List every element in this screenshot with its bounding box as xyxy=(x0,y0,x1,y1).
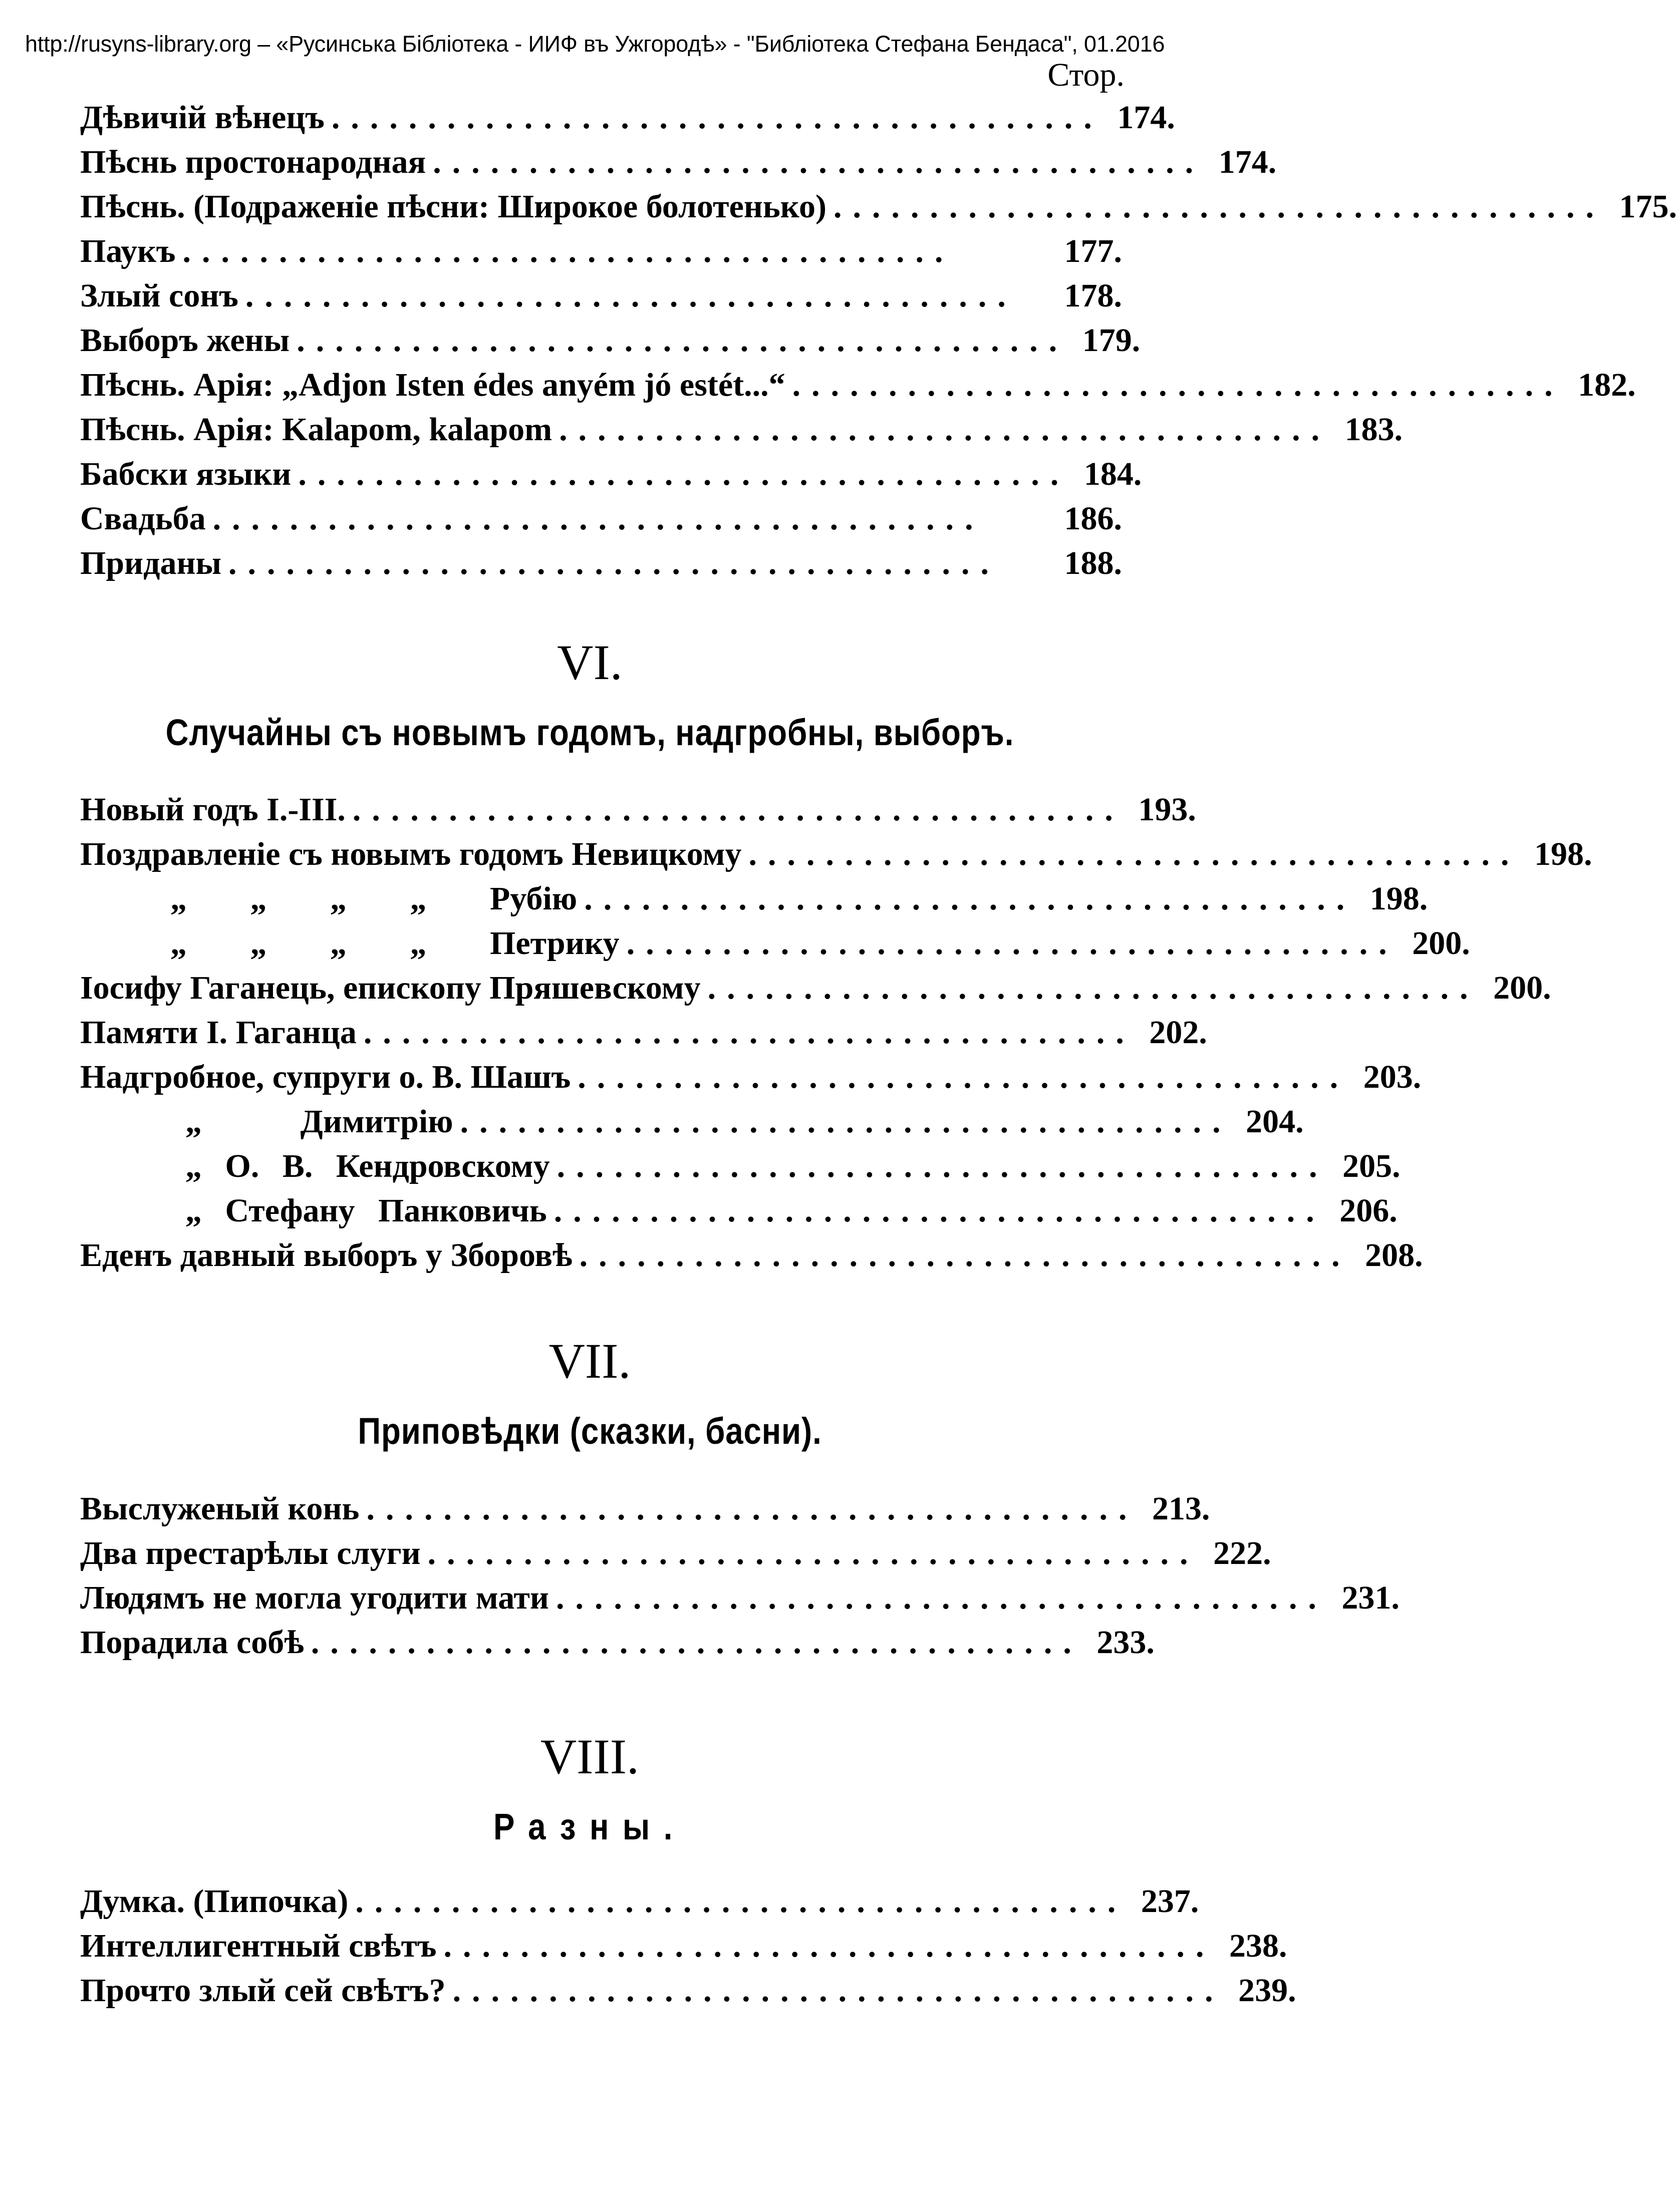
toc-entry xyxy=(80,95,1175,140)
leader-dots: ........................................ xyxy=(352,791,1124,828)
entry-title: Новый годъ I.-III. xyxy=(80,791,346,828)
leader-dots: ........................................ xyxy=(212,500,984,537)
entry-page: 231. xyxy=(1341,1579,1400,1616)
entry-title: Дѣвичій вѣнецъ xyxy=(80,99,325,136)
entry-title: Пѣснь. Арія: „Adjon Isten édes anyém jó estét...“ xyxy=(80,367,785,403)
toc-entry xyxy=(80,363,1636,407)
toc-entry xyxy=(80,229,1122,273)
leader-dots: ........................................ xyxy=(579,1237,1351,1274)
toc-entry xyxy=(80,407,1403,452)
toc-entry xyxy=(80,1099,1304,1144)
toc-entry xyxy=(80,1575,1400,1620)
entry-title: „ Димитрію xyxy=(185,1103,453,1140)
toc-entry xyxy=(80,541,1122,585)
section-title-8: Разны. xyxy=(493,1806,687,1847)
section-title-6: Случайны съ новымъ годомъ, надгробны, выборъ. xyxy=(165,712,1014,753)
leader-dots: ........................................ xyxy=(626,925,1398,962)
leader-dots: ........................................ xyxy=(460,1103,1232,1140)
toc-entry xyxy=(80,140,1277,184)
section-number-6: VI. xyxy=(557,635,623,690)
entry-page: 222. xyxy=(1213,1535,1271,1571)
entry-page: 233. xyxy=(1096,1624,1155,1661)
leader-dots: ........................................ xyxy=(228,545,1000,581)
entry-title: Еденъ давный выборъ у Зборовѣ xyxy=(80,1237,573,1274)
toc-entry xyxy=(80,1531,1271,1575)
entry-title: „ Стефану Панковичь xyxy=(185,1192,547,1229)
toc-entry xyxy=(80,1620,1155,1665)
entry-title: Интеллигентный свѣтъ xyxy=(80,1928,437,1964)
entry-page: 184. xyxy=(1083,456,1142,492)
entry-title: Выслуженый конь xyxy=(80,1490,360,1527)
leader-dots: ........................................ xyxy=(553,1192,1325,1229)
entry-title: Порадила собѣ xyxy=(80,1624,304,1661)
entry-page: 200. xyxy=(1493,970,1551,1006)
entry-page: 186. xyxy=(1064,500,1122,537)
toc-entry xyxy=(80,318,1141,363)
leader-dots: ........................................ xyxy=(556,1148,1328,1184)
toc-entry xyxy=(80,787,1196,832)
entry-title: „ О. В. Кендровскому xyxy=(185,1148,550,1184)
toc-entry xyxy=(80,876,1428,921)
entry-title: Поздравленіе съ новымъ годомъ Невицкому xyxy=(80,836,742,872)
toc-entry xyxy=(80,452,1142,496)
entry-title: Два престарѣлы слуги xyxy=(80,1535,421,1571)
entry-title: Пѣснь. Арія: Kalapom, kalapom xyxy=(80,411,552,448)
toc-entry xyxy=(80,921,1470,966)
toc-entry xyxy=(80,1010,1207,1055)
entry-page: 182. xyxy=(1578,367,1636,403)
page-column-heading: Стор. xyxy=(1047,57,1125,93)
toc-entry xyxy=(80,832,1592,876)
entry-page: 174. xyxy=(1117,99,1175,136)
leader-dots: ........................................ xyxy=(707,970,1479,1006)
toc-entry xyxy=(80,1486,1210,1531)
leader-dots: ........................................ xyxy=(792,367,1564,403)
leader-dots: ........................................ xyxy=(182,233,954,269)
leader-dots: ........................................ xyxy=(433,144,1205,180)
toc-entry xyxy=(80,1924,1287,1968)
toc-entry xyxy=(80,496,1122,541)
entry-page: 178. xyxy=(1064,277,1122,314)
entry-title: Злый сонъ xyxy=(80,277,238,314)
entry-page: 239. xyxy=(1238,1972,1296,2009)
toc-section-8 xyxy=(80,1879,1296,2013)
entry-page: 208. xyxy=(1365,1237,1423,1274)
entry-title: Надгробное, супруги о. В. Шашъ xyxy=(80,1059,571,1095)
source-url-line: http://rusyns-library.org – «Русинська Бібліотека - ИИФ въ Ужгородѣ» - "Библіотека Стефана Бендаса", 01.2016 xyxy=(25,31,1165,57)
leader-dots: ........................................ xyxy=(559,411,1331,448)
leader-dots: ........................................ xyxy=(578,1059,1349,1095)
toc-entry xyxy=(80,1879,1199,1924)
toc-entry xyxy=(80,273,1122,318)
section-number-8: VIII. xyxy=(540,1729,640,1784)
leader-dots: ........................................ xyxy=(427,1535,1199,1571)
entry-page: 202. xyxy=(1149,1014,1207,1051)
toc-entry xyxy=(80,1233,1423,1278)
toc-entry xyxy=(80,1055,1422,1099)
leader-dots: ........................................ xyxy=(452,1972,1224,2009)
leader-dots: ........................................ xyxy=(366,1490,1138,1527)
entry-title: Людямъ не могла угодити мати xyxy=(80,1579,549,1616)
leader-dots: ........................................ xyxy=(833,188,1605,225)
entry-page: 238. xyxy=(1229,1928,1287,1964)
section-number-7: VII. xyxy=(548,1333,631,1389)
leader-dots: ........................................ xyxy=(443,1928,1215,1964)
entry-title: Выборъ жены xyxy=(80,322,290,359)
leader-dots: ........................................ xyxy=(297,322,1068,359)
entry-page: 198. xyxy=(1534,836,1592,872)
entry-page: 203. xyxy=(1363,1059,1422,1095)
entry-title: Прочто злый сей свѣтъ? xyxy=(80,1972,446,2009)
entry-title: Памяти I. Гаганца xyxy=(80,1014,357,1051)
section-title-7: Приповѣдки (сказки, басни). xyxy=(358,1410,822,1452)
entry-page: 177. xyxy=(1064,233,1122,269)
entry-page: 205. xyxy=(1342,1148,1401,1184)
entry-page: 213. xyxy=(1152,1490,1210,1527)
toc-entry xyxy=(80,966,1551,1010)
entry-page: 183. xyxy=(1344,411,1403,448)
entry-title: Паукъ xyxy=(80,233,176,269)
leader-dots: ........................................ xyxy=(748,836,1520,872)
leader-dots: ........................................ xyxy=(311,1624,1082,1661)
leader-dots: ........................................ xyxy=(355,1883,1127,1920)
toc-entry xyxy=(80,1144,1401,1188)
leader-dots: ........................................ xyxy=(584,880,1356,917)
entry-page: 175. xyxy=(1619,188,1677,225)
entry-title: Бабски языки xyxy=(80,456,292,492)
entry-page: 200. xyxy=(1412,925,1470,962)
entry-title: Іосифу Гаганець, епископу Пряшевскому xyxy=(80,970,701,1006)
toc-entry xyxy=(80,184,1677,229)
entry-page: 204. xyxy=(1246,1103,1304,1140)
leader-dots: ........................................ xyxy=(555,1579,1327,1616)
toc-section-7 xyxy=(80,1486,1400,1665)
entry-page: 188. xyxy=(1064,545,1122,581)
entry-title: „ „ „ „ Рубію xyxy=(170,880,578,917)
entry-page: 193. xyxy=(1138,791,1196,828)
entry-page: 237. xyxy=(1141,1883,1199,1920)
entry-title: Свадьба xyxy=(80,500,206,537)
leader-dots: ........................................ xyxy=(363,1014,1135,1051)
leader-dots: ........................................ xyxy=(331,99,1103,136)
entry-page: 206. xyxy=(1339,1192,1398,1229)
toc-section-5 xyxy=(80,95,1677,585)
entry-title: Приданы xyxy=(80,545,222,581)
entry-page: 198. xyxy=(1369,880,1428,917)
leader-dots: ........................................ xyxy=(298,456,1070,492)
entry-page: 179. xyxy=(1082,322,1141,359)
entry-title: Думка. (Пипочка) xyxy=(80,1883,349,1920)
toc-section-6 xyxy=(80,787,1592,1278)
entry-page: 174. xyxy=(1218,144,1277,180)
entry-title: „ „ „ „ Петрику xyxy=(170,925,620,962)
toc-entry xyxy=(80,1968,1296,2013)
toc-entry xyxy=(80,1188,1398,1233)
entry-title: Пѣснь. (Подраженіе пѣсни: Широкое болотенько) xyxy=(80,188,826,225)
entry-title: Пѣснь простонародная xyxy=(80,144,426,180)
leader-dots: ........................................ xyxy=(245,277,1017,314)
